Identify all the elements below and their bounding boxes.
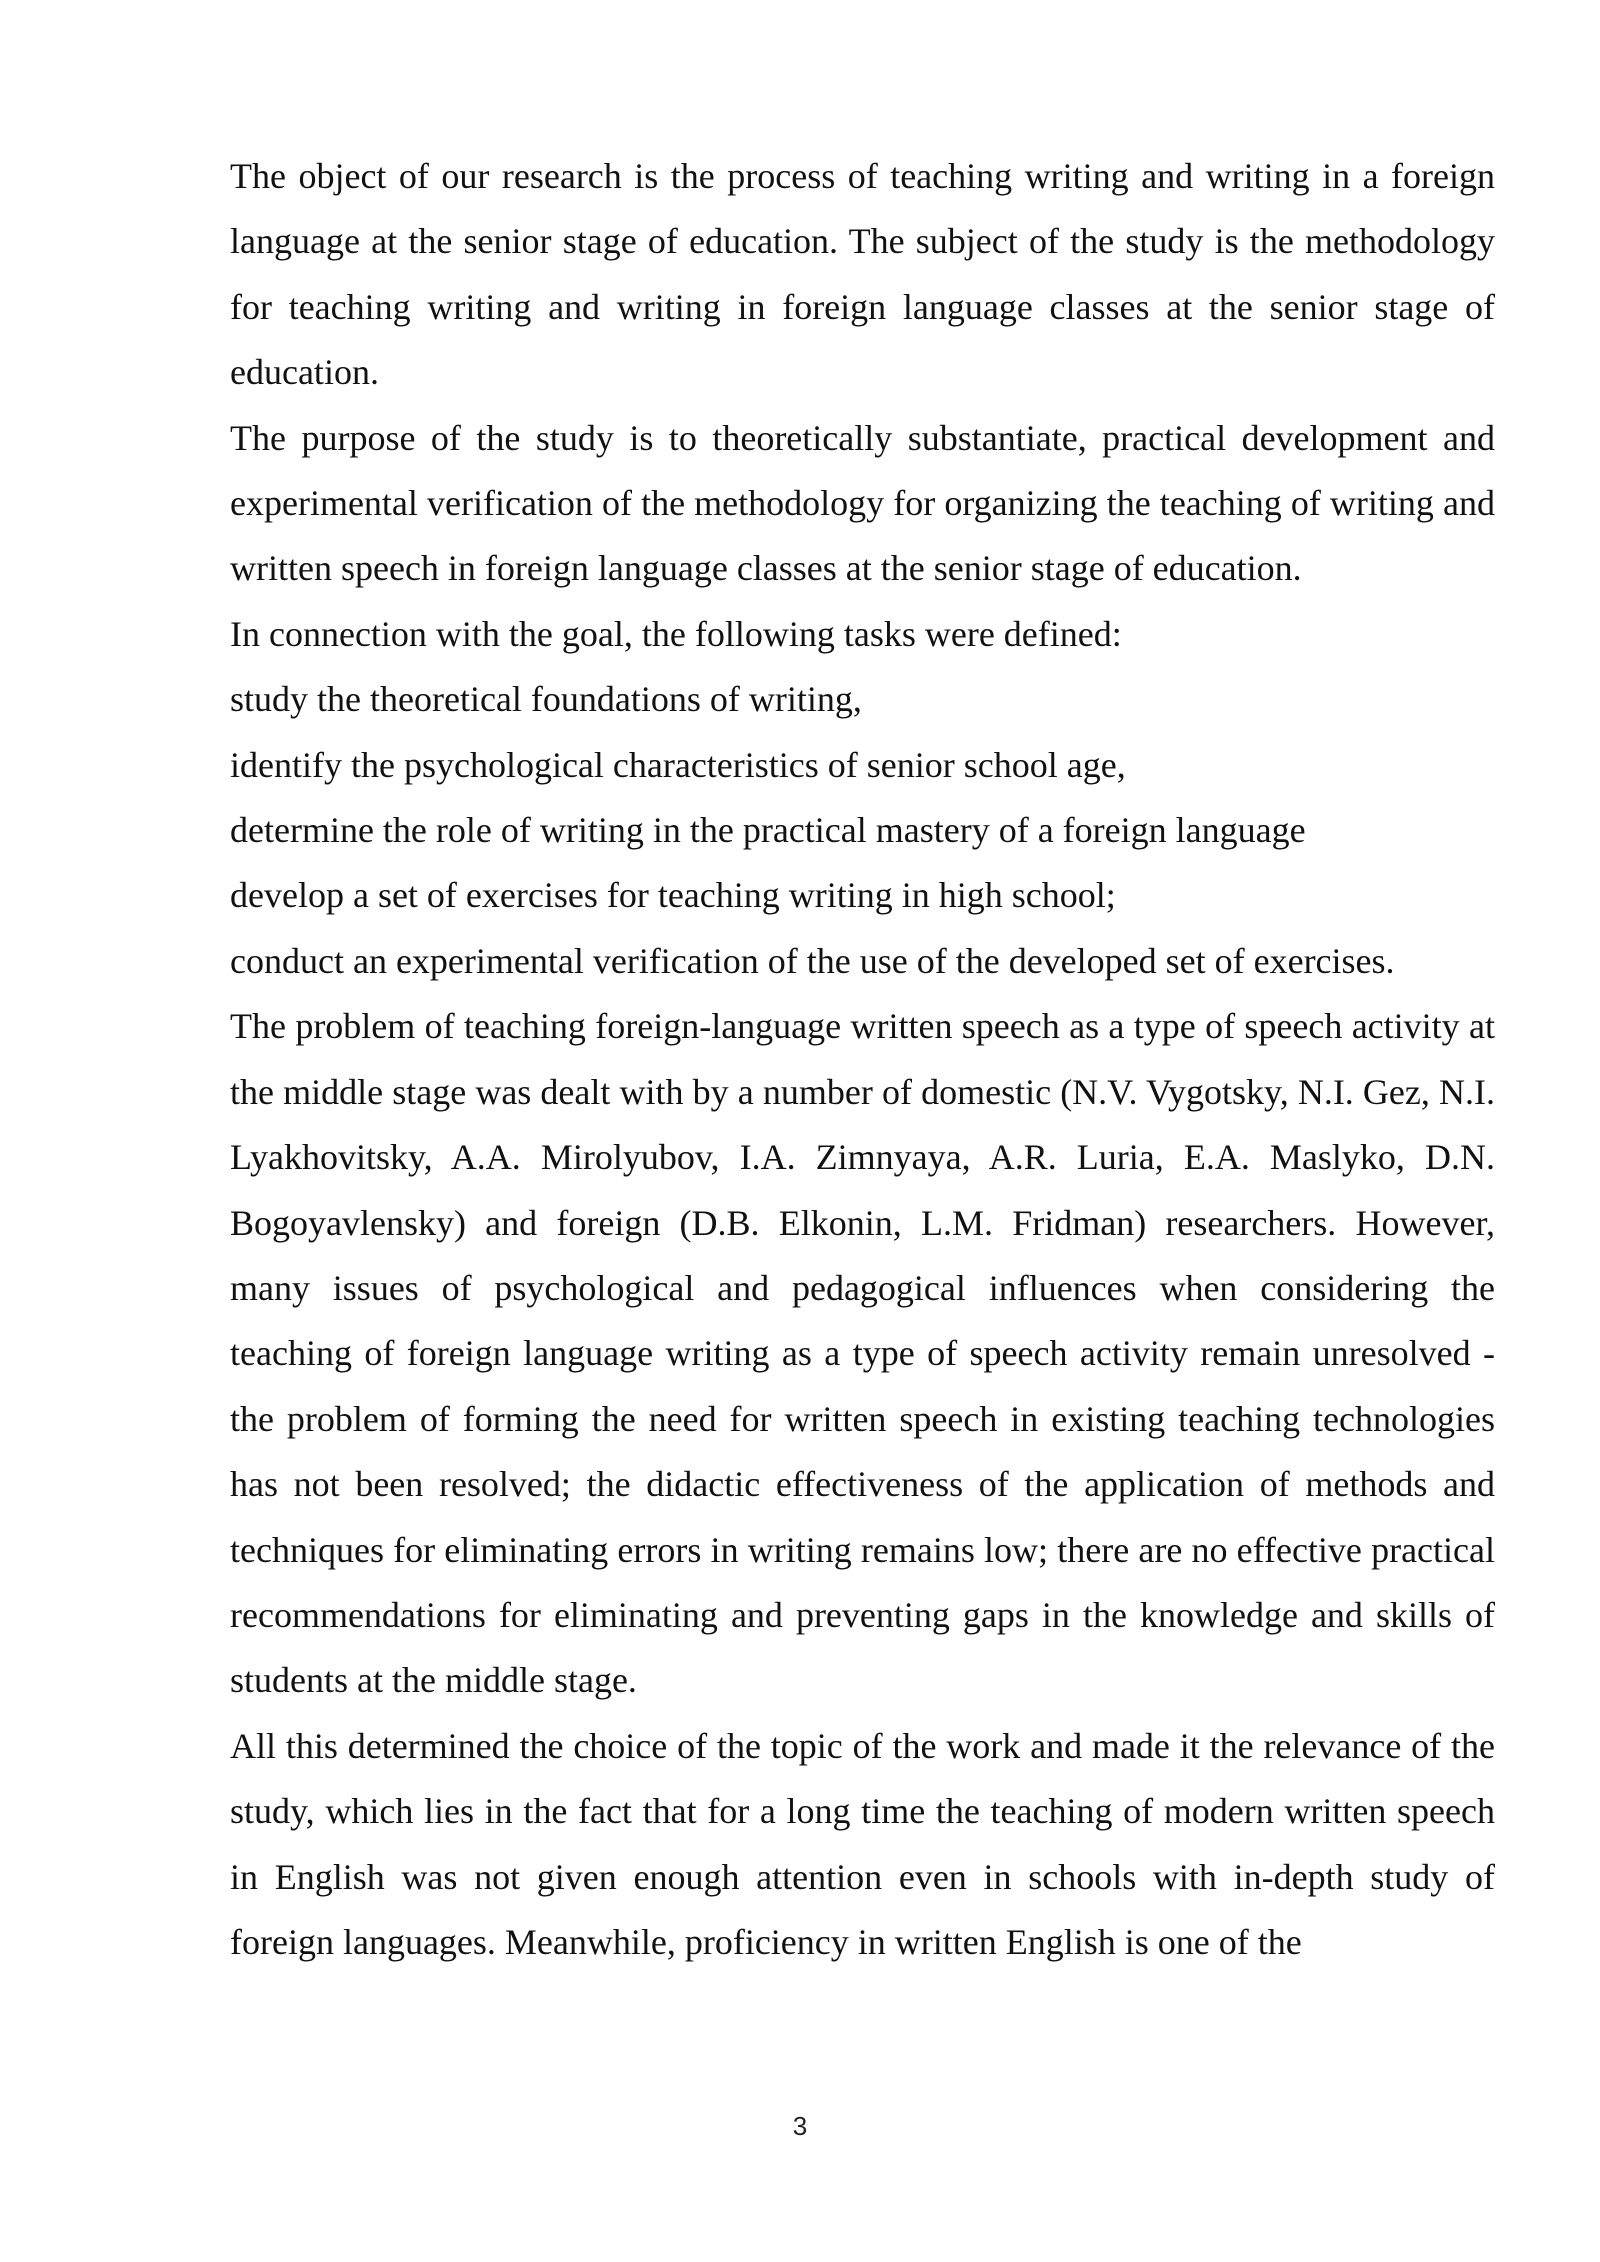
task-item: identify the psychological characteristics of senior school age,: [230, 744, 1126, 785]
task-item: study the theoretical foundations of writing,: [230, 679, 862, 720]
task-item: develop a set of exercises for teaching writing in high school;: [230, 875, 1116, 916]
page-number: 3: [792, 2111, 808, 2141]
task-item: conduct an experimental verification of the use of the developed set of exercises.: [230, 940, 1395, 981]
tasks-list: [230, 667, 1495, 994]
paragraph-relevance: All this determined the choice of the topic of the work and made it the relevance of the study, which lies in the fact that for a long time the teaching of modern written speech in English was not given enough attention even in schools with in-depth study of foreign languages. Meanwhile, proficiency in written English is one of the: [230, 1725, 1495, 1962]
document-body: [230, 144, 1495, 1975]
task-item: determine the role of writing in the practical mastery of a foreign language: [230, 810, 1306, 851]
paragraph-tasks-intro: In connection with the goal, the following tasks were defined:: [230, 613, 1122, 654]
paragraph-research-purpose: The purpose of the study is to theoretically substantiate, practical development and experimental verification of the methodology for organizing the teaching of writing and written speech in foreign language classes at the senior stage of education.: [230, 417, 1495, 589]
paragraph-research-object: The object of our research is the process of teaching writing and writing in a foreign language at the senior stage of education. The subject of the study is the methodology for teaching writing and writing in foreign language classes at the senior stage of education.: [230, 156, 1495, 393]
paragraph-problem-statement: The problem of teaching foreign-language written speech as a type of speech activity at the middle stage was dealt with by a number of domestic (N.V. Vygotsky, N.I. Gez, N.I. Lyakhovitsky, A.A. Mirolyubov, I.A. Zimnyaya, A.R. Luria, E.A. Maslyko, D.N. Bogoyavlensky) and foreign (D.B. Elkonin, L.M. Fridman) researchers. However, many issues of psychological and pedagogical influences when considering the teaching of foreign language writing as a type of speech activity remain unresolved - the problem of forming the need for written speech in existing teaching technologies has not been resolved; the didactic effectiveness of the application of methods and techniques for eliminating errors in writing remains low; there are no effective practical recommendations for eliminating and preventing gaps in the knowledge and skills of students at the middle stage.: [230, 1006, 1495, 1701]
